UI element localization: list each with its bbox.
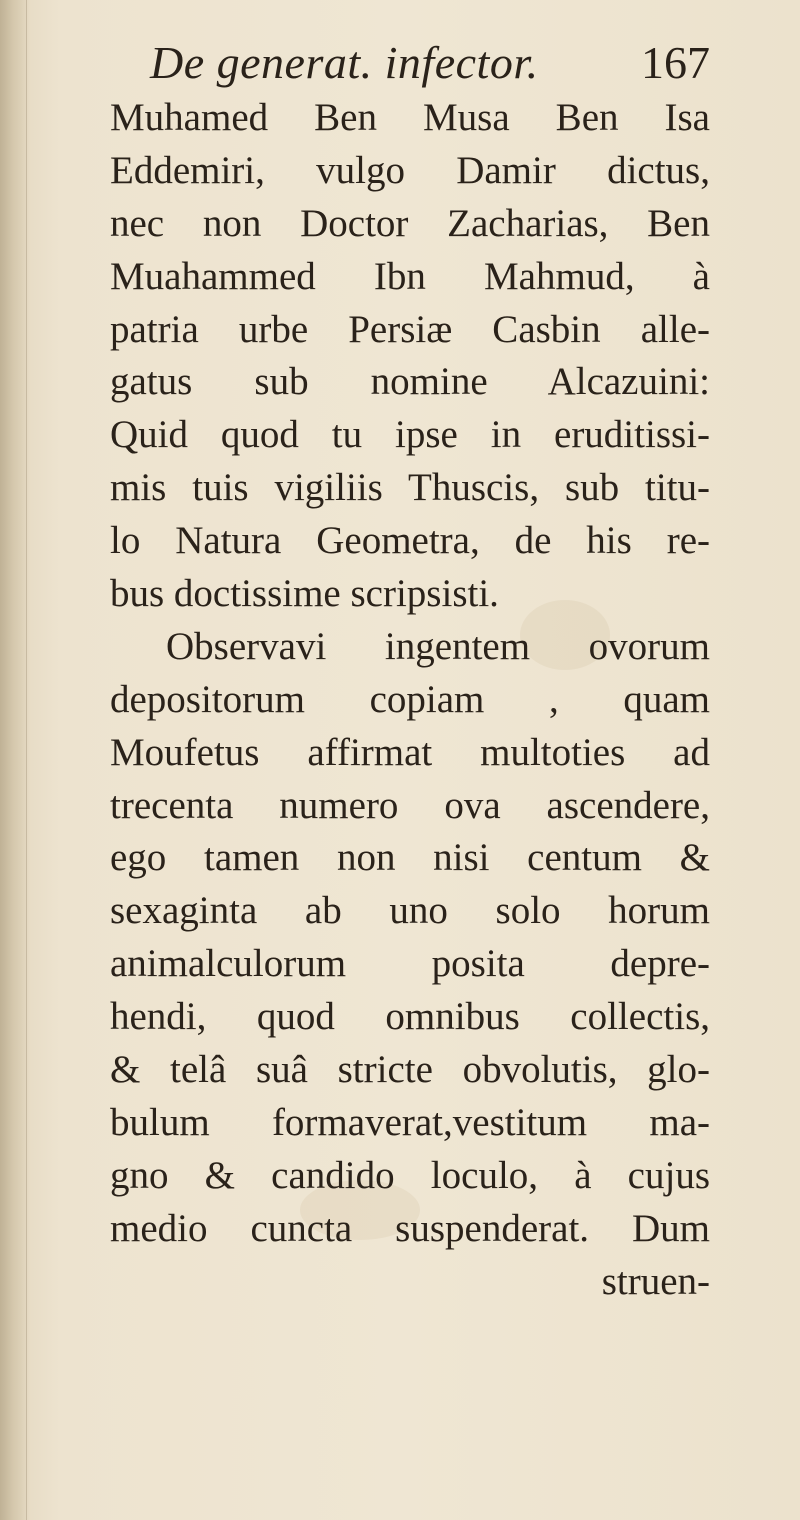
text-line: gatus sub nomine Alcazuini: <box>110 360 710 404</box>
running-head: De generat. infector. <box>150 37 539 88</box>
text-line: bulum formaverat,vestitum ma- <box>110 1100 710 1144</box>
text-line: Quid quod tu ipse in eruditissi- <box>110 413 710 457</box>
text-line: ego tamen non nisi centum & <box>110 836 710 880</box>
text-line: nec non Doctor Zacharias, Ben <box>110 201 710 245</box>
text-line: Eddemiri, vulgo Damir dictus, <box>110 148 710 192</box>
page-number: 167 <box>641 37 710 88</box>
text-line: trecenta numero ova ascendere, <box>110 783 710 827</box>
body-text <box>110 92 710 1308</box>
paragraph-first-line: Observavi ingentem ovorum <box>166 624 710 668</box>
text-line: & telâ suâ stricte obvolutis, glo- <box>110 1048 710 1092</box>
text-line: patria urbe Persiæ Casbin alle- <box>110 307 710 351</box>
text-line: medio cuncta suspenderat. Dum <box>110 1206 710 1250</box>
text-line: Muhamed Ben Musa Ben Isa <box>110 96 710 139</box>
text-line: lo Natura Geometra, de his re- <box>110 519 710 563</box>
page-header <box>150 36 710 96</box>
catchword: struen- <box>601 1259 710 1303</box>
text-line: depositorum copiam , quam <box>110 677 710 721</box>
text-line: hendi, quod omnibus collectis, <box>110 995 710 1039</box>
text-line: bus doctissime scripsisti. <box>110 572 499 616</box>
text-line: mis tuis vigiliis Thuscis, sub titu- <box>110 466 710 510</box>
text-line: sexaginta ab uno solo horum <box>110 889 710 933</box>
gutter-edge <box>26 0 27 1520</box>
text-line: Moufetus affirmat multoties ad <box>110 730 710 774</box>
text-line: gno & candido loculo, à cujus <box>110 1153 710 1197</box>
text-line: animalculorum posita depre- <box>110 942 710 986</box>
text-line: Muahammed Ibn Mahmud, à <box>110 254 710 298</box>
